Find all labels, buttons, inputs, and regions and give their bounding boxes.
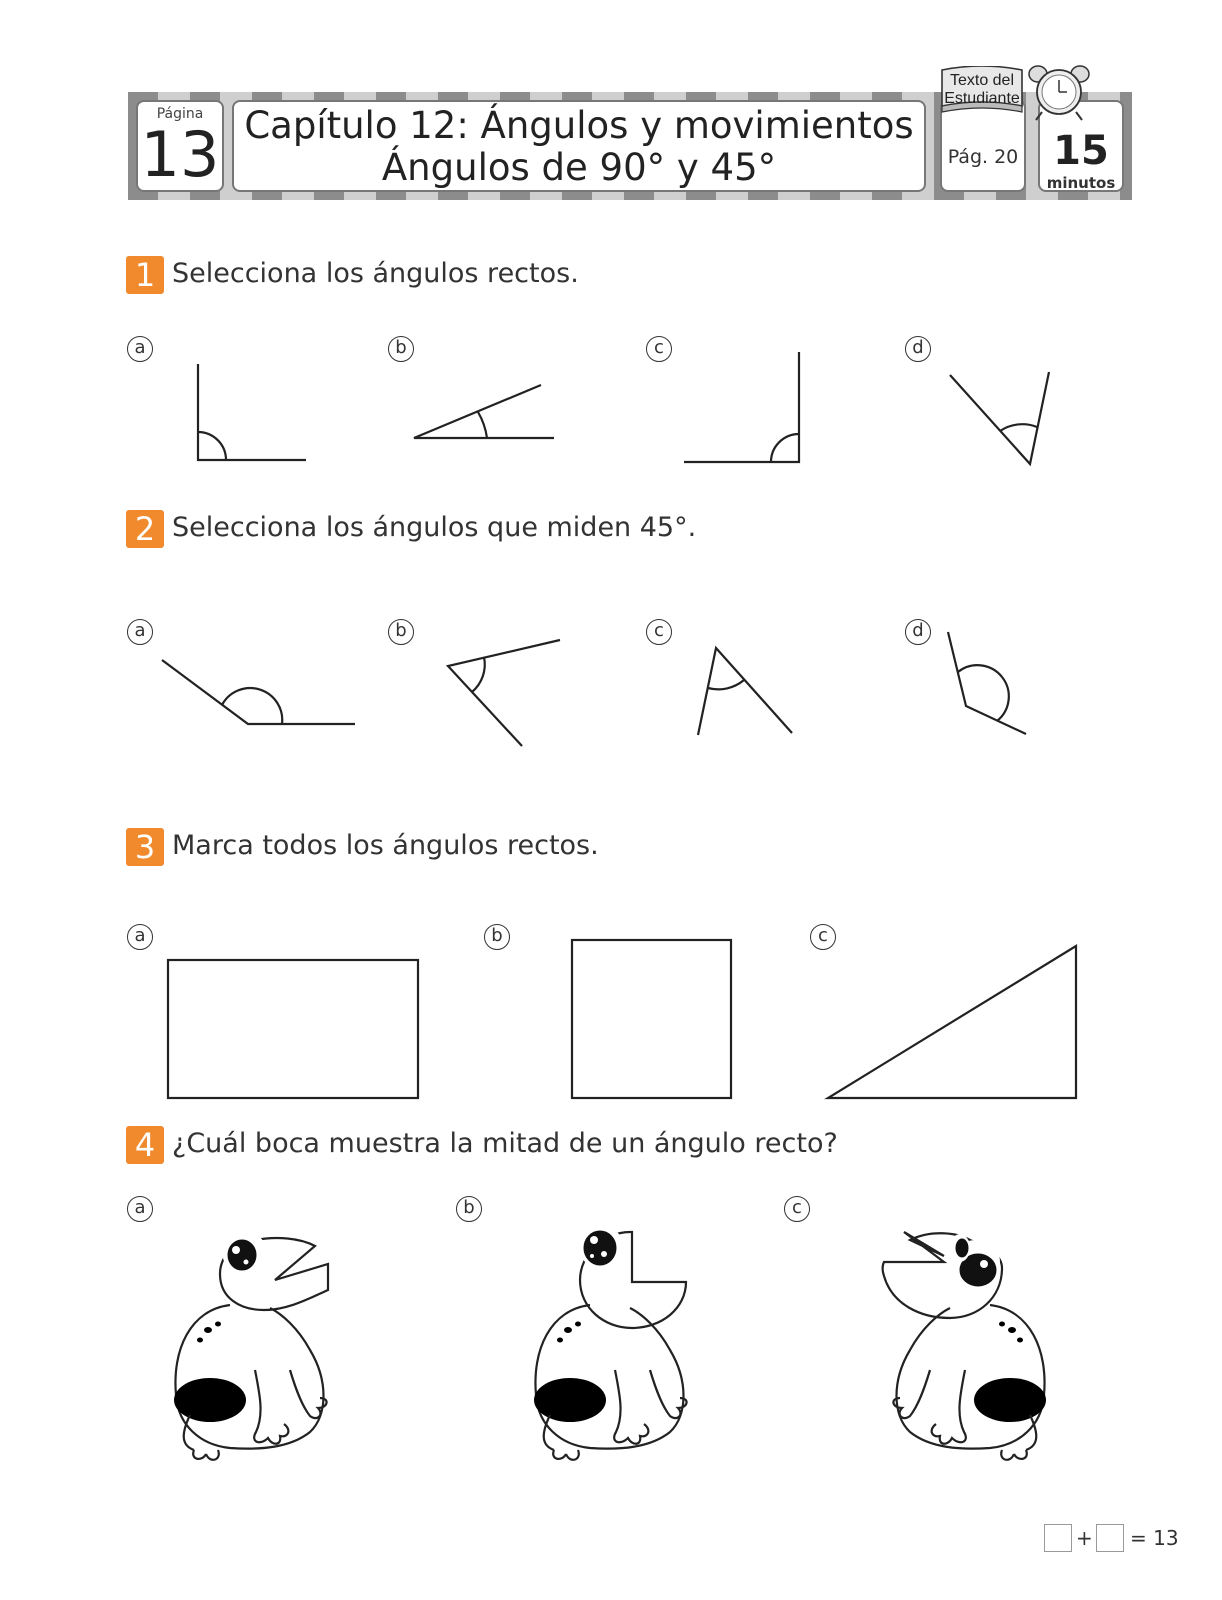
q4-option-c[interactable]: c [784,1196,810,1222]
question-3-number: 3 [126,828,164,866]
question-4-number: 4 [126,1126,164,1164]
q3-option-b[interactable]: b [484,924,510,950]
total-score: = 13 [1130,1526,1179,1550]
q1-option-d[interactable]: d [905,336,931,362]
question-1-number: 1 [126,256,164,294]
q4-option-a[interactable]: a [127,1196,153,1222]
lesson-title: Ángulos de 90° y 45° [381,146,777,189]
q3-square[interactable] [572,940,731,1098]
q3-right-triangle[interactable] [828,946,1076,1098]
frog-c-illustration[interactable] [870,1210,1060,1480]
score-footer [1044,1524,1179,1556]
plus-sign: + [1076,1526,1093,1550]
q2-option-d[interactable]: d [905,619,931,645]
question-3-text: Marca todos los ángulos rectos. [172,830,599,861]
chapter-title: Capítulo 12: Ángulos y movimientos [244,104,914,147]
q2-option-a[interactable]: a [127,619,153,645]
q4-option-b[interactable]: b [456,1196,482,1222]
q2-option-b[interactable]: b [388,619,414,645]
page-number: 13 [140,118,220,191]
q1-option-c[interactable]: c [646,336,672,362]
q3-rectangle[interactable] [168,960,418,1098]
question-2-text: Selecciona los ángulos que miden 45°. [172,512,697,543]
score-box-1[interactable] [1044,1524,1072,1552]
q3-option-a[interactable]: a [127,924,153,950]
page-label: Página [156,106,204,122]
question-1-text: Selecciona los ángulos rectos. [172,258,579,289]
score-box-2[interactable] [1096,1524,1124,1552]
q3-option-c[interactable]: c [810,924,836,950]
question-4-text: ¿Cuál boca muestra la mitad de un ángulo recto? [172,1128,838,1159]
time-unit: minutos [1046,174,1116,192]
frog-b-illustration[interactable] [520,1210,710,1480]
q1-option-b[interactable]: b [388,336,414,362]
textbook-page: Pág. 20 [947,146,1019,168]
frog-a-illustration[interactable] [160,1210,350,1480]
time-value: 15 [1053,128,1109,174]
q1-option-a[interactable]: a [127,336,153,362]
question-2-number: 2 [126,510,164,548]
q2-option-c[interactable]: c [646,619,672,645]
textbook-label: Texto del Estudiante [944,72,1020,107]
